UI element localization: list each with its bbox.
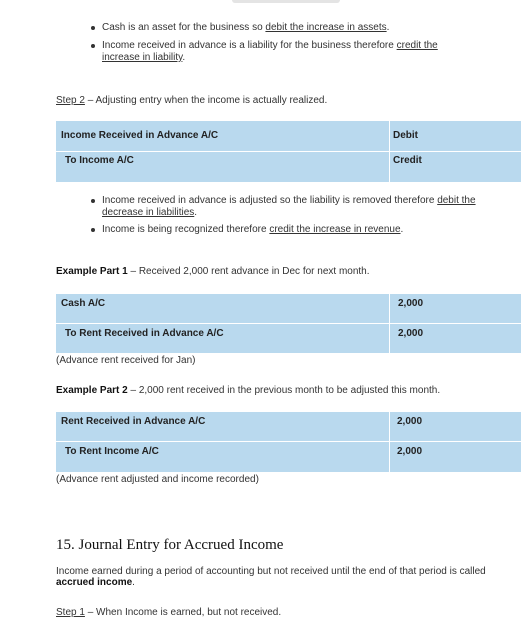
amount-cell: 2,000 (398, 298, 424, 309)
definition-term: accrued income (56, 577, 133, 588)
bullet-text: . (194, 207, 198, 218)
bullet-text: . (182, 52, 186, 63)
definition-text: . (132, 577, 135, 588)
step-2-paragraph (56, 95, 327, 107)
step-1-paragraph (56, 607, 281, 619)
journal-table-example-1 (56, 294, 521, 353)
example-part-2-label: Example Part 2 (56, 385, 128, 396)
definition-text: Income earned during a period of accounting but not received until the end of that period is called (56, 566, 486, 577)
account-cell: Cash A/C (61, 298, 106, 309)
bullet-list-mid (56, 195, 476, 236)
account-cell: Income Received in Advance A/C (61, 130, 219, 141)
amount-cell: 2,000 (397, 446, 423, 457)
account-cell: To Rent Received in Advance A/C (65, 328, 224, 339)
list-item (56, 40, 456, 64)
bullet-link[interactable]: credit the increase in revenue (269, 224, 401, 235)
bullet-text: Cash is an asset for the business so (102, 22, 266, 33)
accrued-income-definition (56, 566, 486, 588)
amount-cell: 2,000 (398, 328, 424, 339)
top-scroll-indicator (232, 0, 340, 3)
bullet-text: . (386, 22, 390, 33)
bullet-link[interactable]: debit the increase in assets (265, 22, 387, 33)
table-row (56, 412, 521, 441)
bullet-text: Income received in advance is adjusted so the liability is removed therefore (102, 195, 438, 206)
bullet-link[interactable]: credit the increase in liability (102, 40, 438, 63)
bullet-text: Income received in advance is a liability for the business therefore (102, 40, 397, 51)
table-row (56, 152, 521, 182)
step-1-text: – When Income is earned, but not received. (84, 607, 282, 618)
bullet-link[interactable]: debit the decrease in liabilities (102, 195, 476, 218)
account-cell: To Rent Income A/C (65, 446, 159, 457)
section-15-heading: 15. Journal Entry for Accrued Income (56, 537, 284, 553)
journal-table-adjusting (56, 121, 521, 182)
example-part-2-paragraph (56, 385, 440, 397)
example-part-1-label: Example Part 1 (56, 266, 128, 277)
note-advance-received: (Advance rent received for Jan) (56, 355, 196, 366)
list-item (56, 22, 456, 34)
example-part-1-paragraph (56, 266, 370, 278)
entry-type-cell: Credit (393, 155, 422, 166)
example-part-1-text: – Received 2,000 rent advance in Dec for next month. (127, 266, 370, 277)
note-advance-adjusted: (Advance rent adjusted and income recorded) (56, 474, 259, 485)
step-1-label: Step 1 (56, 607, 85, 618)
table-row (56, 442, 521, 471)
list-item (56, 195, 476, 219)
table-row (56, 294, 521, 323)
bullet-list-top (56, 22, 456, 64)
bullet-text: Income is being recognized therefore (102, 224, 270, 235)
account-cell: Rent Received in Advance A/C (61, 416, 206, 427)
entry-type-cell: Debit (393, 130, 418, 141)
list-item (56, 224, 476, 236)
example-part-2-text: – 2,000 rent received in the previous month to be adjusted this month. (127, 385, 441, 396)
amount-cell: 2,000 (397, 416, 423, 427)
step-2-text: – Adjusting entry when the income is actually realized. (84, 95, 328, 106)
table-row (56, 324, 521, 353)
step-2-label: Step 2 (56, 95, 85, 106)
table-row (56, 121, 521, 151)
bullet-text: . (400, 224, 404, 235)
account-cell: To Income A/C (65, 155, 134, 166)
journal-table-example-2 (56, 412, 521, 472)
